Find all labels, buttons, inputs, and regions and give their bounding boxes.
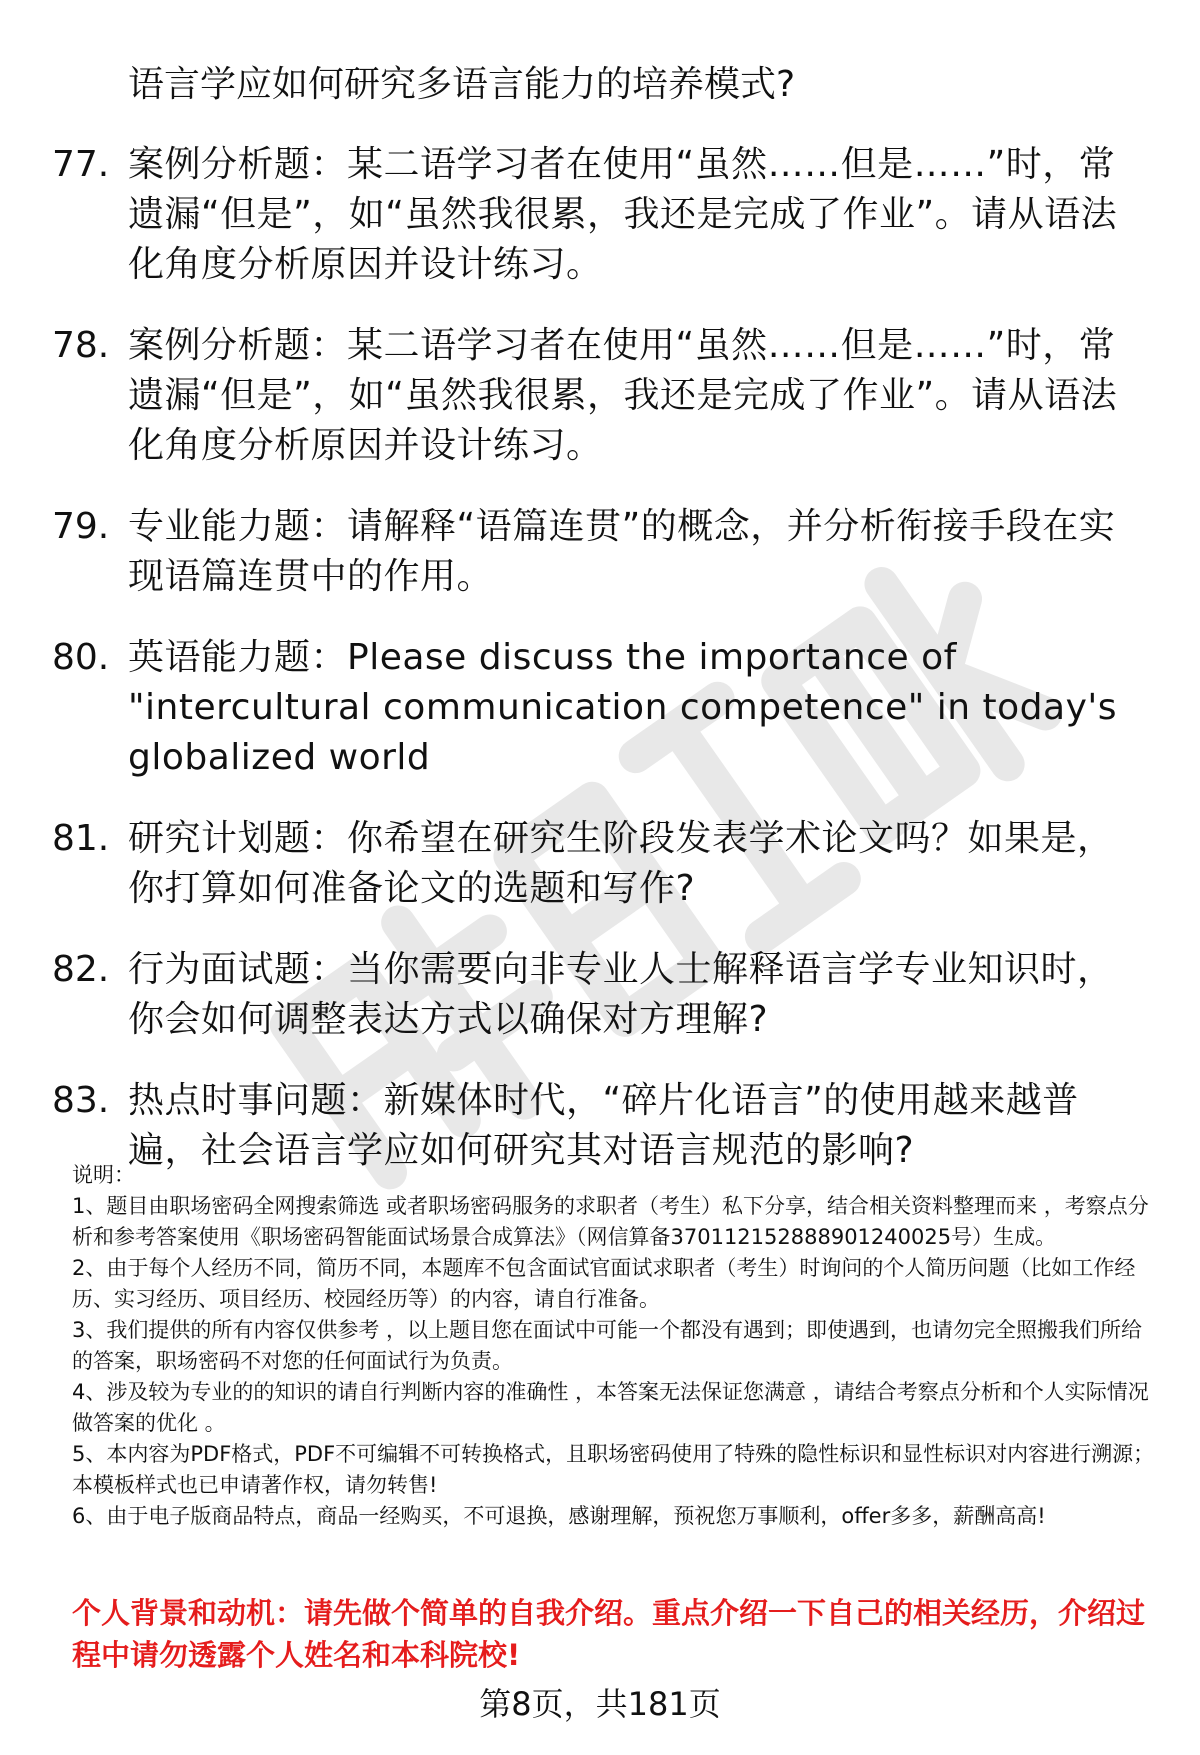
note-item: 5、本内容为PDF格式，PDF不可编辑不可转换格式，且职场密码使用了特殊的隐性标识和显性标识对内容进行溯源；本模板样式也已申请著作权，请勿转售! — [72, 1442, 1155, 1497]
notes-heading: 说明： — [72, 1163, 135, 1187]
question-text: 行为面试题：当你需要向非专业人士解释语言学专业知识时，你会如何调整表达方式以确保对方理解? — [128, 949, 1114, 1040]
question-number: 78. — [52, 325, 110, 366]
note-item: 1、题目由职场密码全网搜索筛选 或者职场密码服务的求职者（考生）私下分享，结合相关资料整理而来 ，考察点分析和参考答案使用《职场密码智能面试场景合成算法》（网信算备370112152888901240025号）生成。 — [72, 1194, 1149, 1249]
question-continuation: 语言学应如何研究多语言能力的培养模式? — [128, 64, 796, 105]
page-number: 第8页，共181页 — [479, 1685, 721, 1723]
question-number: 80. — [52, 637, 110, 678]
question-number: 79. — [52, 506, 110, 547]
question-item — [52, 945, 1148, 1045]
question-item — [52, 502, 1148, 602]
question-item — [52, 633, 1148, 783]
question-text: 案例分析题：某二语学习者在使用“虽然……但是……”时，常遗漏“但是”，如“虽然我很累，我还是完成了作业”。请从语法化角度分析原因并设计练习。 — [128, 325, 1118, 466]
note-item: 6、由于电子版商品特点，商品一经购买，不可退换，感谢理解，预祝您万事顺利，offer多多，薪酬高高! — [72, 1504, 1046, 1528]
question-text: 案例分析题：某二语学习者在使用“虽然……但是……”时，常遗漏“但是”，如“虽然我很累，我还是完成了作业”。请从语法化角度分析原因并设计练习。 — [128, 144, 1118, 285]
question-text: 热点时事问题：新媒体时代，“碎片化语言”的使用越来越普遍，社会语言学应如何研究其对语言规范的影响? — [128, 1080, 1079, 1171]
question-number: 82. — [52, 949, 110, 990]
question-number: 81. — [52, 818, 110, 859]
note-item: 2、由于每个人经历不同，简历不同，本题库不包含面试官面试求职者（考生）时询问的个人简历问题（比如工作经历、实习经历、项目经历、校园经历等）的内容，请自行准备。 — [72, 1256, 1136, 1311]
question-list — [52, 140, 1148, 1207]
question-item — [52, 140, 1148, 290]
notes-section — [72, 1160, 1162, 1532]
question-number: 77. — [52, 144, 110, 185]
question-item — [52, 321, 1148, 471]
question-text: 研究计划题：你希望在研究生阶段发表学术论文吗？如果是，你打算如何准备论文的选题和写作? — [128, 818, 1114, 909]
note-item: 3、我们提供的所有内容仅供参考 ，以上题目您在面试中可能一个都没有遇到；即使遇到，也请勿完全照搬我们所给的答案，职场密码不对您的任何面试行为负责。 — [72, 1318, 1143, 1373]
question-item — [52, 814, 1148, 914]
question-text: 专业能力题：请解释“语篇连贯”的概念，并分析衔接手段在实现语篇连贯中的作用。 — [128, 506, 1116, 597]
note-item: 4、涉及较为专业的的知识的请自行判断内容的准确性 ，本答案无法保证您满意 ，请结合考察点分析和个人实际情况做答案的优化 。 — [72, 1380, 1149, 1435]
question-number: 83. — [52, 1080, 110, 1121]
question-text: 英语能力题：Please discuss the importance of "intercultural communication competence" in today's globalized world — [128, 637, 1118, 778]
self-introduction-prompt: 个人背景和动机：请先做个简单的自我介绍。重点介绍一下自己的相关经历，介绍过程中请勿透露个人姓名和本科院校! — [72, 1596, 1146, 1672]
